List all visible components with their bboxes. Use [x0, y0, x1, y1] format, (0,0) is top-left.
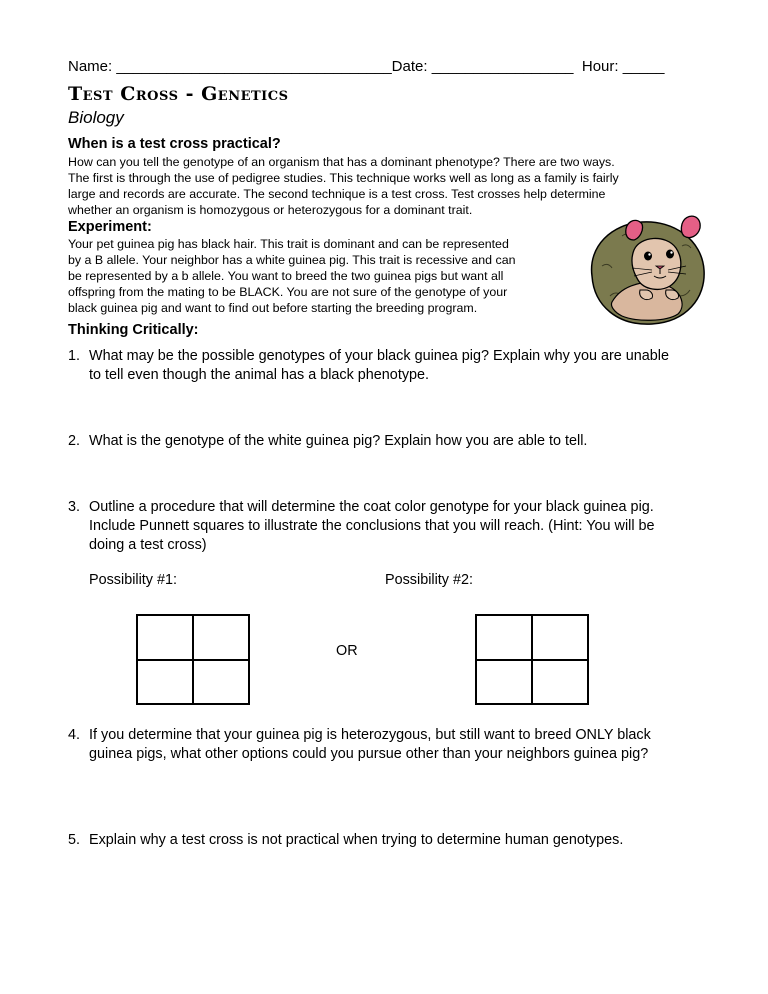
punnett-cell[interactable]: [137, 660, 193, 705]
section2-line: offspring from the mating to be BLACK. You are not sure of the genotype of your: [68, 285, 508, 299]
question-number: 3.: [68, 499, 81, 515]
question-number: 1.: [68, 348, 81, 364]
or-label: OR: [336, 643, 358, 659]
punnett-square-2[interactable]: [475, 614, 589, 705]
question-4: [68, 726, 708, 764]
hour-label: Hour:: [581, 58, 619, 75]
punnett-cell[interactable]: [476, 660, 532, 705]
question-text: guinea pigs, what other options could you pursue other than your neighbors guinea pig?: [89, 746, 649, 762]
header-line: [68, 58, 664, 75]
punnett-square-1[interactable]: [136, 614, 250, 705]
punnett-cell[interactable]: [193, 660, 249, 705]
hour-blank[interactable]: _____: [622, 58, 665, 75]
section2-line: by a B allele. Your neighbor has a white guinea pig. This trait is recessive and can: [68, 253, 516, 267]
worksheet-title: Test Cross - Genetics: [68, 83, 289, 105]
question-number: 2.: [68, 433, 81, 449]
name-blank[interactable]: _________________________________: [116, 58, 392, 75]
question-text: Outline a procedure that will determine the coat color genotype for your black guinea pig.: [89, 499, 654, 515]
section2-heading: Experiment:: [68, 219, 152, 235]
question-number: 4.: [68, 727, 81, 743]
date-label: Date:: [391, 58, 428, 75]
question-text: What may be the possible genotypes of your black guinea pig? Explain why you are unable: [89, 348, 669, 364]
question-text: to tell even though the animal has a black phenotype.: [89, 367, 430, 383]
worksheet-subtitle: Biology: [68, 108, 124, 127]
punnett-cell[interactable]: [137, 615, 193, 660]
section1-line: How can you tell the genotype of an organism that has a dominant phenotype? There are two ways.: [68, 155, 615, 169]
thinking-heading: Thinking Critically:: [68, 322, 199, 338]
question-number: 5.: [68, 832, 81, 848]
question-5: [68, 831, 708, 850]
punnett-cell[interactable]: [476, 615, 532, 660]
question-text: If you determine that your guinea pig is heterozygous, but still want to breed ONLY black: [89, 727, 651, 743]
section1-line: large and records are accurate. The second technique is a test cross. Test crosses help determine: [68, 187, 606, 201]
guinea-pig-illustration: [582, 206, 712, 332]
question-text: Include Punnett squares to illustrate the conclusions that you will reach. (Hint: You will be: [89, 518, 655, 534]
question-text: What is the genotype of the white guinea pig? Explain how you are able to tell.: [89, 433, 588, 449]
section2-line: be represented by a b allele. You want to breed the two guinea pigs but want all: [68, 269, 504, 283]
section1-line: whether an organism is homozygous or heterozygous for a dominant trait.: [68, 203, 473, 217]
section2-line: black guinea pig and want to find out before starting the breeding program.: [68, 301, 478, 315]
punnett-cell[interactable]: [532, 660, 588, 705]
date-blank[interactable]: _________________: [431, 58, 574, 75]
possibility-1-label: Possibility #1:: [89, 572, 177, 588]
question-text: doing a test cross): [89, 537, 207, 553]
question-1: [68, 347, 708, 385]
name-label: Name:: [68, 58, 113, 75]
possibility-2-label: Possibility #2:: [385, 572, 473, 588]
section1-line: The first is through the use of pedigree studies. This technique works well as long as a family is fairly: [68, 171, 619, 185]
punnett-cell[interactable]: [193, 615, 249, 660]
question-3: [68, 498, 708, 555]
punnett-cell[interactable]: [532, 615, 588, 660]
question-2: [68, 432, 708, 451]
question-text: Explain why a test cross is not practical when trying to determine human genotypes.: [89, 832, 624, 848]
section2-paragraph: [68, 236, 588, 316]
section1-heading: When is a test cross practical?: [68, 136, 281, 152]
section2-line: Your pet guinea pig has black hair. This trait is dominant and can be represented: [68, 237, 509, 251]
